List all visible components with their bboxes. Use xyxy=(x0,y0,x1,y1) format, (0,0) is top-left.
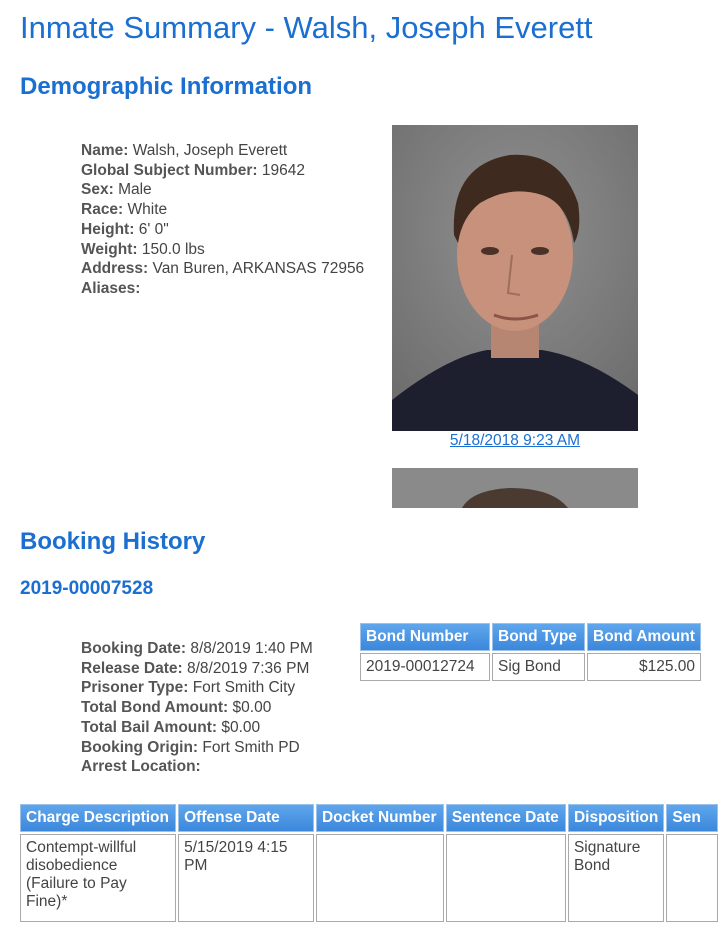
demographic-field-name: Name: Walsh, Joseph Everett xyxy=(81,142,288,159)
page-title: Inmate Summary - Walsh, Joseph Everett xyxy=(20,10,593,45)
mugshot-image xyxy=(392,125,638,431)
demographic-field-weight: Weight: 150.0 lbs xyxy=(81,240,205,258)
demographic-field-address: Address: Van Buren, ARKANSAS 72956 xyxy=(81,260,365,278)
demographic-field-race: Race: White xyxy=(81,201,168,219)
charge-header-sentence[interactable]: Sen xyxy=(666,804,718,832)
mugshot-image-second xyxy=(392,468,638,508)
bond-number-cell: 2019-00012724 xyxy=(360,653,490,681)
charge-description-cell: Contempt-willful disobedience (Failure to Pay Fine)* xyxy=(20,834,176,922)
booking-section-title: Booking History xyxy=(20,528,206,555)
booking-field-booking-origin: Booking Origin: Fort Smith PD xyxy=(81,738,300,756)
booking-field-total-bond-amount: Total Bond Amount: $0.00 xyxy=(81,699,272,717)
charge-table-header-row xyxy=(20,804,718,832)
demographic-field-sex: Sex: Male xyxy=(81,181,152,199)
charge-header-charge-description[interactable]: Charge Description xyxy=(20,804,176,832)
charge-header-offense-date[interactable]: Offense Date xyxy=(178,804,314,832)
bond-header-bond-number[interactable]: Bond Number xyxy=(360,623,490,651)
bond-table xyxy=(358,621,703,683)
booking-field-booking-date: Booking Date: 8/8/2019 1:40 PM xyxy=(81,640,313,657)
table-row xyxy=(20,834,718,922)
mugshot-photo-second[interactable] xyxy=(392,468,638,508)
mugshot-photo[interactable] xyxy=(392,125,638,431)
booking-info xyxy=(81,639,313,777)
booking-field-release-date: Release Date: 8/8/2019 7:36 PM xyxy=(81,659,310,677)
bond-header-bond-type[interactable]: Bond Type xyxy=(492,623,585,651)
sentence-date-cell xyxy=(446,834,566,922)
bond-type-cell: Sig Bond xyxy=(492,653,585,681)
docket-number-cell xyxy=(316,834,444,922)
charge-header-sentence-date[interactable]: Sentence Date xyxy=(446,804,566,832)
charge-header-disposition[interactable]: Disposition xyxy=(568,804,664,832)
photo-date-link[interactable]: 5/18/2018 9:23 AM xyxy=(449,432,581,449)
booking-field-total-bail-amount: Total Bail Amount: $0.00 xyxy=(81,718,261,736)
bond-table-header-row xyxy=(360,623,701,651)
offense-date-cell: 5/15/2019 4:15 PM xyxy=(178,834,314,922)
table-row xyxy=(360,653,701,681)
booking-field-arrest-location: Arrest Location: xyxy=(81,758,201,776)
booking-id: 2019-00007528 xyxy=(20,578,154,599)
charge-header-docket-number[interactable]: Docket Number xyxy=(316,804,444,832)
charge-table xyxy=(18,802,720,924)
demographic-field-aliases: Aliases: xyxy=(81,279,141,297)
demographic-info xyxy=(81,141,364,299)
bond-amount-cell: $125.00 xyxy=(587,653,701,681)
disposition-cell: Signature Bond xyxy=(568,834,664,922)
bond-header-bond-amount[interactable]: Bond Amount xyxy=(587,623,701,651)
sentence-cell xyxy=(666,834,718,922)
demographic-field-global-subject-number: Global Subject Number: 19642 xyxy=(81,161,305,179)
demographic-section-title: Demographic Information xyxy=(20,73,313,100)
demographic-field-height: Height: 6' 0" xyxy=(81,220,169,238)
booking-field-prisoner-type: Prisoner Type: Fort Smith City xyxy=(81,679,296,697)
